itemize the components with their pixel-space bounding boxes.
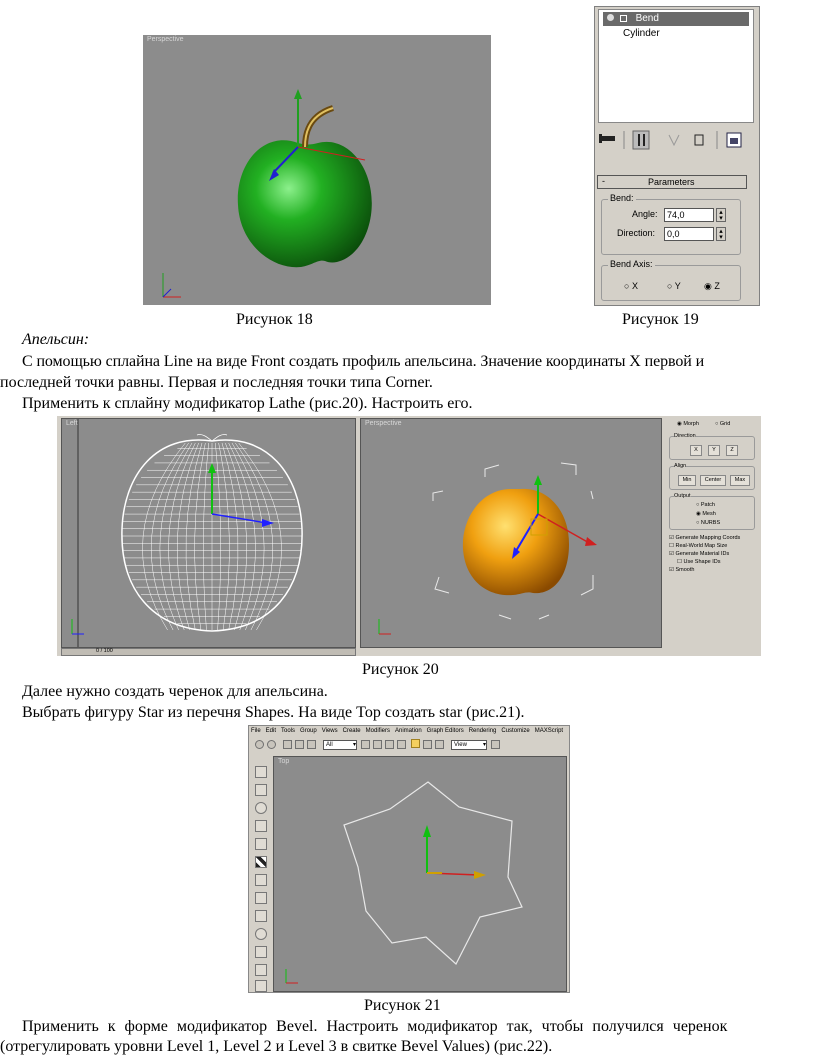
light-bulb-icon[interactable]	[607, 14, 614, 21]
output-patch-radio[interactable]: ○ Patch	[696, 502, 715, 508]
figure-19-modifier-panel	[594, 6, 760, 306]
output-mesh-radio[interactable]: ◉ Mesh	[696, 511, 716, 517]
menu-customize[interactable]: Customize	[501, 728, 530, 734]
output-nurbs-label: NURBS	[700, 520, 721, 526]
checkbox-shape-ids[interactable]: ☐ Use Shape IDs	[677, 559, 721, 565]
viewport-label: Perspective	[147, 36, 184, 43]
make-unique-icon[interactable]	[669, 135, 679, 145]
direction-z-button[interactable]: Z	[726, 445, 738, 456]
angle-spinner[interactable]: ▴ ▾	[716, 208, 726, 222]
axis-x-label: X	[631, 281, 638, 291]
perspective-viewport[interactable]	[360, 418, 662, 648]
expand-icon[interactable]	[620, 15, 627, 22]
stack-label-bend: Bend	[635, 13, 659, 24]
apple-render	[143, 35, 491, 305]
unlink-icon[interactable]	[295, 740, 304, 749]
link-icon[interactable]	[283, 740, 292, 749]
align-min-button[interactable]: Min	[678, 475, 696, 486]
checkbox-label: Generate Material IDs	[675, 551, 730, 557]
align-max-button[interactable]: Max	[730, 475, 750, 486]
paragraph-3: Далее нужно создать черенок для апельсина.	[22, 683, 328, 700]
perspective-viewport-label: Perspective	[365, 420, 402, 427]
bend-group	[601, 193, 741, 255]
figure-18-viewport[interactable]	[143, 35, 491, 305]
menu-views[interactable]: Views	[321, 728, 338, 734]
align-group	[669, 463, 755, 490]
stack-label-cylinder: Cylinder	[623, 28, 660, 39]
direction-field[interactable]: 0,0	[664, 227, 714, 241]
select-and-rotate-icon[interactable]	[423, 740, 432, 749]
grid-radio[interactable]: ○ Grid	[715, 421, 731, 427]
main-toolbar	[251, 738, 569, 752]
show-end-result-icon[interactable]	[633, 131, 649, 149]
direction-y-button[interactable]: Y	[708, 445, 720, 456]
menu-rendering[interactable]: Rendering	[468, 728, 497, 734]
menu-create[interactable]: Create	[342, 728, 361, 734]
pivot-icon[interactable]	[491, 740, 500, 749]
morph-label: Morph	[683, 421, 699, 427]
paragraph-5-line-2: (отрегулировать уровни Level 1, Level 2 и Level 3 в свитке Bevel Values) (рис.22).	[0, 1038, 553, 1055]
section-title: Апельсин:	[22, 331, 90, 348]
wave-icon[interactable]	[255, 964, 267, 976]
top-viewport[interactable]	[273, 756, 567, 992]
paragraph-1-line-2: последней точки равны. Первая и последняя точки типа Corner.	[0, 374, 433, 391]
motion-icon[interactable]	[255, 820, 267, 832]
direction-spinner[interactable]: ▴ ▾	[716, 227, 726, 241]
orange-wireframe	[62, 419, 356, 648]
rollout-parameters[interactable]	[597, 175, 747, 189]
output-patch-label: Patch	[700, 502, 715, 508]
modifier-stack	[598, 9, 754, 123]
figure-20	[57, 416, 761, 656]
output-mesh-label: Mesh	[702, 511, 716, 517]
menu-tools[interactable]: Tools	[281, 728, 296, 734]
left-viewport[interactable]	[61, 418, 356, 648]
stack-item-bend[interactable]	[603, 12, 749, 26]
caption-figure-19: Рисунок 19	[622, 311, 699, 328]
redo-icon[interactable]	[267, 740, 276, 749]
target-icon[interactable]	[255, 946, 267, 958]
menu-file[interactable]: File	[251, 728, 261, 734]
window-crossing-icon[interactable]	[397, 740, 406, 749]
checkbox-smooth[interactable]: ☑ Smooth	[669, 567, 695, 573]
checkbox-real-world[interactable]: ☐ Real-World Map Size	[669, 543, 728, 549]
menu-edit[interactable]: Edit	[265, 728, 277, 734]
output-group	[669, 493, 755, 530]
bend-axis-group	[601, 259, 741, 301]
stack-item-cylinder[interactable]	[603, 27, 749, 41]
checkbox-label: Real-World Map Size	[675, 543, 728, 549]
remove-modifier-icon[interactable]	[695, 135, 703, 145]
angle-field[interactable]: 74,0	[664, 208, 714, 222]
rollout-title: Parameters	[648, 177, 695, 187]
checker-icon[interactable]	[255, 856, 267, 868]
caption-figure-20: Рисунок 20	[362, 661, 439, 678]
direction-x-button[interactable]: X	[690, 445, 702, 456]
side-toolbar	[251, 754, 271, 992]
paragraph-5-line-1: Применить к форме модификатор Bevel. Настроить модификатор так, чтобы получился черенок	[22, 1018, 728, 1035]
axis-y-radio[interactable]: ○ Y	[667, 281, 681, 291]
angle-label: Angle:	[632, 209, 658, 219]
lathe-parameters-panel	[665, 416, 761, 591]
direction-title: Direction	[674, 433, 696, 439]
checkbox-label: Generate Mapping Coords	[675, 535, 741, 541]
hierarchy-icon[interactable]	[255, 802, 267, 814]
axis-y-label: Y	[674, 281, 681, 291]
grid-label: Grid	[719, 421, 731, 427]
gear-icon[interactable]	[255, 928, 267, 940]
paragraph-4: Выбрать фигуру Star из перечня Shapes. На виде Top создать star (рис.21).	[22, 704, 525, 721]
output-nurbs-radio[interactable]: ○ NURBS	[696, 520, 721, 526]
pin-icon[interactable]	[255, 980, 267, 992]
align-title: Align	[674, 463, 687, 469]
star-shape	[274, 757, 567, 992]
axis-z-radio[interactable]: ◉ Z	[704, 281, 720, 291]
paragraph-2: Применить к сплайну модификатор Lathe (рис.20). Настроить его.	[22, 395, 473, 412]
utilities-icon[interactable]	[255, 874, 267, 886]
pin-stack-icon[interactable]	[599, 134, 615, 143]
menu-group[interactable]: Group	[300, 728, 317, 734]
caption-figure-18: Рисунок 18	[236, 311, 313, 328]
morph-radio[interactable]: ◉ Morph	[677, 421, 699, 427]
top-viewport-label: Top	[278, 758, 290, 765]
selection-filter-dropdown[interactable]: All ▾	[323, 740, 357, 750]
bend-axis-title: Bend Axis:	[610, 259, 653, 269]
select-object-icon[interactable]	[361, 740, 370, 749]
menu-animation[interactable]: Animation	[394, 728, 422, 734]
time-slider[interactable]	[61, 648, 356, 656]
checkbox-mapping-coords[interactable]: ☑ Generate Mapping Coords	[669, 535, 741, 541]
time-slider-text: 0 / 100	[96, 648, 113, 654]
menu-modifiers[interactable]: Modifiers	[365, 728, 390, 734]
direction-group	[669, 433, 755, 460]
modify-icon[interactable]	[255, 784, 267, 796]
figure-21	[248, 725, 570, 993]
reference-coordinate-value: View	[454, 742, 467, 748]
undo-icon[interactable]	[255, 740, 264, 749]
direction-label: Direction:	[617, 228, 656, 238]
menu-bar	[251, 727, 569, 737]
rectangular-selection-icon[interactable]	[385, 740, 394, 749]
reference-coordinate-dropdown[interactable]: View ▾	[451, 740, 487, 750]
menu-maxscript[interactable]: MAXScript	[534, 728, 564, 734]
align-center-button[interactable]: Center	[700, 475, 726, 486]
paragraph-1-line-1: С помощью сплайна Line на виде Front создать профиль апельсина. Значение координаты X первой и	[22, 353, 705, 370]
select-and-move-icon[interactable]	[411, 739, 420, 748]
axis-x-radio[interactable]: ○ X	[624, 281, 638, 291]
orange-render	[361, 419, 662, 648]
checkbox-material-ids[interactable]: ☑ Generate Material IDs	[669, 551, 730, 557]
chain-icon[interactable]	[255, 910, 267, 922]
configure-sets-icon[interactable]	[727, 133, 741, 147]
display-icon[interactable]	[255, 838, 267, 850]
left-viewport-label: Left	[66, 420, 78, 427]
link-chain-icon[interactable]	[255, 892, 267, 904]
menu-graph-editors[interactable]: Graph Editors	[426, 728, 464, 734]
create-icon[interactable]	[255, 766, 267, 778]
checkbox-label: Smooth	[675, 567, 695, 573]
caption-figure-21: Рисунок 21	[364, 997, 441, 1014]
bend-group-title: Bend:	[610, 193, 634, 203]
rollout-collapse: -	[602, 176, 605, 186]
checkbox-label: Use Shape IDs	[683, 559, 721, 565]
selection-filter-value: All	[326, 742, 333, 748]
bind-space-warp-icon[interactable]	[307, 740, 316, 749]
stack-toolbar	[599, 129, 755, 151]
select-and-scale-icon[interactable]	[435, 740, 444, 749]
axis-z-label: Z	[714, 281, 720, 291]
select-by-name-icon[interactable]	[373, 740, 382, 749]
output-title: Output	[674, 493, 691, 499]
